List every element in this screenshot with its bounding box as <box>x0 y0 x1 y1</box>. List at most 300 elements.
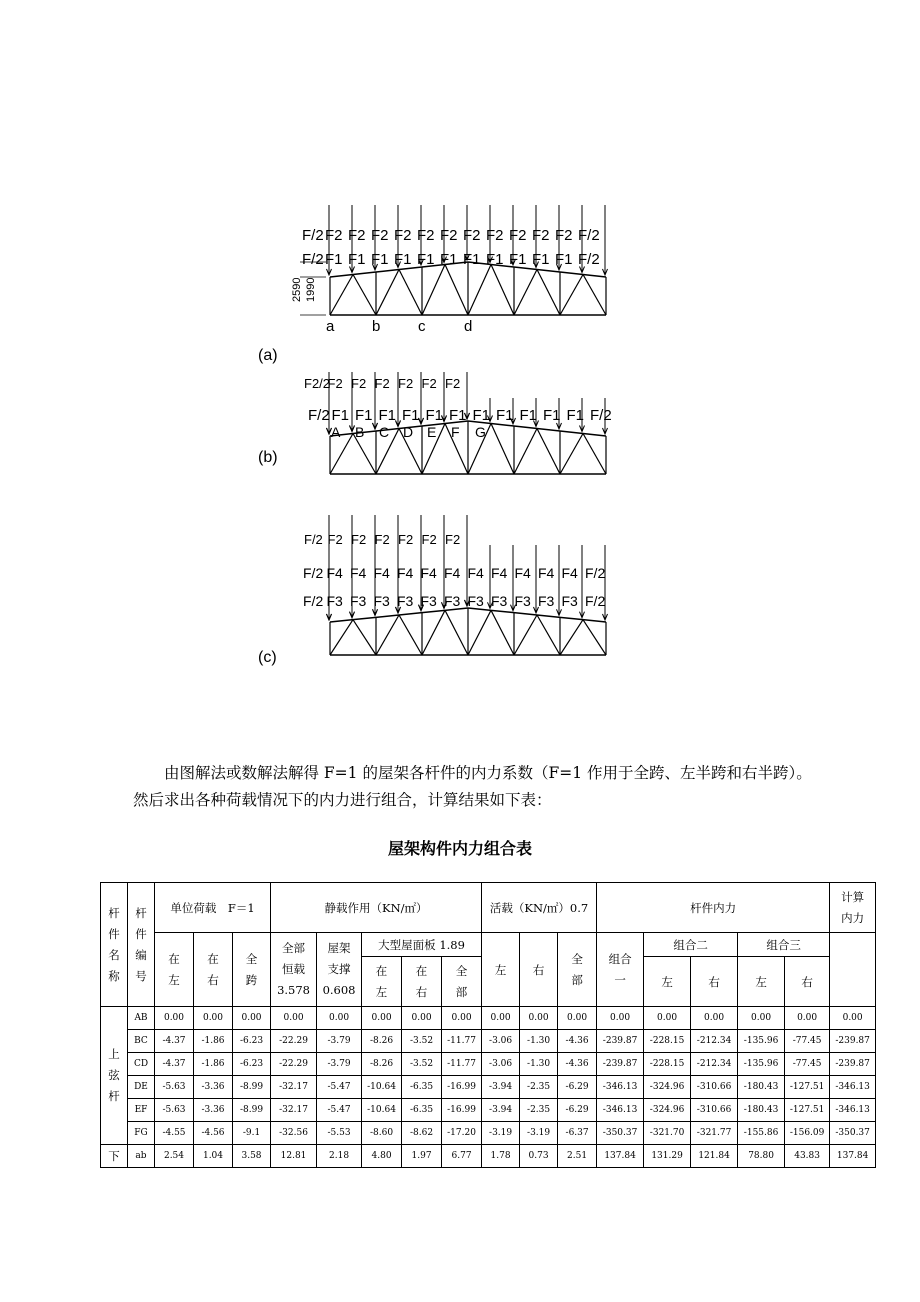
load-label: F/2 <box>308 407 330 424</box>
header-panel-full: 全 部 <box>442 957 482 1007</box>
value-cell: -10.64 <box>362 1076 402 1099</box>
value-cell: -4.36 <box>558 1030 597 1053</box>
truss-member <box>583 434 606 475</box>
truss-member <box>583 620 606 655</box>
value-cell: -212.34 <box>691 1053 738 1076</box>
node-label: C <box>379 424 390 440</box>
truss-member <box>422 610 445 655</box>
truss-member <box>399 613 422 615</box>
header-dead-brace: 屋架 支撑 0.608 <box>317 933 362 1007</box>
header-panel-right: 在 右 <box>402 957 442 1007</box>
truss-member <box>399 270 422 316</box>
truss-member <box>514 613 537 615</box>
value-cell: 0.00 <box>597 1007 644 1030</box>
load-label: F1 <box>325 251 343 268</box>
truss-member <box>491 265 514 316</box>
load-label: F3 <box>538 593 555 609</box>
member-id-cell: FG <box>128 1122 155 1145</box>
truss-member <box>514 429 537 475</box>
load-label: F1 <box>486 251 504 268</box>
value-cell: 0.00 <box>644 1007 691 1030</box>
value-cell: -8.26 <box>362 1030 402 1053</box>
load-label: F2 <box>421 532 437 547</box>
dim-1990: 1990 <box>305 277 317 302</box>
value-cell: 0.00 <box>362 1007 402 1030</box>
node-label: E <box>427 424 437 440</box>
node-label: c <box>418 318 426 335</box>
value-cell: 4.80 <box>362 1145 402 1168</box>
header-combo-2: 组合二 <box>644 933 738 957</box>
load-label: F1 <box>519 407 538 424</box>
truss-member <box>583 275 606 278</box>
truss-member <box>537 270 560 273</box>
load-label: F/2 <box>302 251 324 268</box>
truss-member <box>491 424 514 475</box>
load-label: F1 <box>417 251 435 268</box>
value-cell: 12.81 <box>271 1145 317 1168</box>
node-label: a <box>326 318 335 335</box>
header-roof-panel: 大型屋面板 1.89 <box>362 933 482 957</box>
load-label: F1 <box>555 251 573 268</box>
value-cell: -127.51 <box>785 1076 830 1099</box>
load-label: F/2 <box>578 227 600 244</box>
value-cell: -3.19 <box>520 1122 558 1145</box>
header-unit-full: 全 跨 <box>233 933 271 1007</box>
load-label: F1 <box>566 407 585 424</box>
load-label: F4 <box>561 565 578 581</box>
value-cell: -17.20 <box>442 1122 482 1145</box>
value-cell: -32.56 <box>271 1122 317 1145</box>
value-cell: -310.66 <box>691 1099 738 1122</box>
load-label: F1 <box>378 407 397 424</box>
header-combo3-right: 右 <box>785 957 830 1007</box>
load-label: F4 <box>514 565 531 581</box>
table-row <box>101 1007 876 1030</box>
load-label: F1 <box>348 251 366 268</box>
truss-member <box>537 270 560 316</box>
value-cell: -6.23 <box>233 1030 271 1053</box>
value-cell: 0.00 <box>691 1007 738 1030</box>
truss-member <box>422 265 445 316</box>
load-label: F2 <box>463 227 481 244</box>
value-cell: 3.58 <box>233 1145 271 1168</box>
header-live-load: 活载（KN/㎡）0.7 <box>482 883 597 933</box>
member-group-name: 下 <box>101 1145 128 1168</box>
value-cell: -180.43 <box>738 1076 785 1099</box>
header-unit-load: 单位荷载 F＝1 <box>155 883 271 933</box>
load-label: F4 <box>397 565 414 581</box>
table-row <box>101 1145 876 1168</box>
value-cell: -6.29 <box>558 1099 597 1122</box>
load-label: F/2 <box>302 227 324 244</box>
header-combo3-left: 左 <box>738 957 785 1007</box>
value-cell: -9.1 <box>233 1122 271 1145</box>
value-cell: -22.29 <box>271 1030 317 1053</box>
value-cell: -2.35 <box>520 1076 558 1099</box>
value-cell: -3.94 <box>482 1099 520 1122</box>
truss-member <box>583 275 606 316</box>
header-combo2-right: 右 <box>691 957 738 1007</box>
load-label: F2 <box>325 227 343 244</box>
member-id-cell: ab <box>128 1145 155 1168</box>
truss-member <box>560 620 583 655</box>
member-id-cell: BC <box>128 1030 155 1053</box>
value-cell: 137.84 <box>830 1145 876 1168</box>
truss-member <box>330 275 353 316</box>
load-label: F3 <box>561 593 578 609</box>
load-label: F4 <box>491 565 508 581</box>
value-cell: -135.96 <box>738 1030 785 1053</box>
value-cell: -8.62 <box>402 1122 442 1145</box>
header-member-name: 杆 件 名 称 <box>101 883 128 1007</box>
value-cell: -11.77 <box>442 1030 482 1053</box>
header-member-no: 杆 件 编 号 <box>128 883 155 1007</box>
member-id-cell: CD <box>128 1053 155 1076</box>
header-unit-right: 在 右 <box>194 933 233 1007</box>
value-cell: -310.66 <box>691 1076 738 1099</box>
value-cell: -3.06 <box>482 1053 520 1076</box>
value-cell: 1.78 <box>482 1145 520 1168</box>
value-cell: -1.86 <box>194 1053 233 1076</box>
value-cell: -228.15 <box>644 1053 691 1076</box>
load-label: F3 <box>467 593 484 609</box>
truss-member <box>560 434 583 475</box>
value-cell: -8.99 <box>233 1099 271 1122</box>
truss-member <box>376 270 399 273</box>
node-label: B <box>355 424 365 440</box>
value-cell: 0.00 <box>785 1007 830 1030</box>
value-cell: 1.04 <box>194 1145 233 1168</box>
table-row <box>101 1053 876 1076</box>
load-label: F1 <box>472 407 491 424</box>
load-label: F3 <box>397 593 414 609</box>
value-cell: -6.23 <box>233 1053 271 1076</box>
value-cell: 1.97 <box>402 1145 442 1168</box>
load-label: F1 <box>425 407 444 424</box>
load-label: F2 <box>398 376 414 391</box>
load-label: F2 <box>394 227 412 244</box>
load-label: F2/2 <box>304 376 331 391</box>
truss-member <box>560 272 583 275</box>
value-cell: -77.45 <box>785 1030 830 1053</box>
member-group-name: 上 弦 杆 <box>101 1007 128 1145</box>
truss-member <box>422 610 445 612</box>
value-cell: 0.00 <box>194 1007 233 1030</box>
truss-member <box>560 431 583 434</box>
load-label: F2 <box>532 227 550 244</box>
load-label: F3 <box>350 593 367 609</box>
dim-2590: 2590 <box>291 277 303 302</box>
value-cell: -4.37 <box>155 1053 194 1076</box>
truss-member <box>514 270 537 316</box>
header-combo-1: 组合 一 <box>597 933 644 1007</box>
node-label: D <box>403 424 414 440</box>
figure-a-label: (a) <box>258 347 278 364</box>
load-label: F2 <box>351 376 367 391</box>
header-combo2-left: 左 <box>644 957 691 1007</box>
value-cell: -32.17 <box>271 1076 317 1099</box>
value-cell: -3.19 <box>482 1122 520 1145</box>
member-id-cell: EF <box>128 1099 155 1122</box>
load-label: F3 <box>514 593 531 609</box>
value-cell: 137.84 <box>597 1145 644 1168</box>
header-dead-load: 静载作用（KN/㎡） <box>271 883 482 933</box>
truss-member <box>330 620 353 655</box>
value-cell: 6.77 <box>442 1145 482 1168</box>
figure-b-label: (b) <box>258 449 278 466</box>
truss-member <box>537 615 560 655</box>
value-cell: -346.13 <box>597 1076 644 1099</box>
value-cell: 78.80 <box>738 1145 785 1168</box>
value-cell: 43.83 <box>785 1145 830 1168</box>
truss-member <box>491 610 514 655</box>
value-cell: -4.36 <box>558 1053 597 1076</box>
header-live-full: 全 部 <box>558 933 597 1007</box>
value-cell: -135.96 <box>738 1053 785 1076</box>
node-label: b <box>372 318 381 335</box>
value-cell: -16.99 <box>442 1099 482 1122</box>
value-cell: -3.79 <box>317 1030 362 1053</box>
load-label: F/2 <box>585 565 606 581</box>
internal-force-table <box>100 882 876 1168</box>
truss-member <box>583 434 606 437</box>
truss-member <box>376 270 399 316</box>
truss-member <box>537 429 560 432</box>
value-cell: -228.15 <box>644 1030 691 1053</box>
header-combo-3: 组合三 <box>738 933 830 957</box>
load-label: F4 <box>373 565 390 581</box>
header-dead-all: 全部 恒载 3.578 <box>271 933 317 1007</box>
value-cell: -6.37 <box>558 1122 597 1145</box>
value-cell: -3.36 <box>194 1076 233 1099</box>
load-label: F/2 <box>303 565 324 581</box>
value-cell: -6.35 <box>402 1076 442 1099</box>
truss-member <box>560 617 583 619</box>
value-cell: 0.00 <box>402 1007 442 1030</box>
truss-member <box>330 620 353 622</box>
value-cell: -11.77 <box>442 1053 482 1076</box>
value-cell: 0.00 <box>233 1007 271 1030</box>
load-label: F3 <box>420 593 437 609</box>
load-label: F3 <box>491 593 508 609</box>
value-cell: -324.96 <box>644 1099 691 1122</box>
load-label: F1 <box>440 251 458 268</box>
value-cell: -350.37 <box>597 1122 644 1145</box>
load-label: F2 <box>374 532 390 547</box>
header-live-left: 左 <box>482 933 520 1007</box>
value-cell: -6.35 <box>402 1099 442 1122</box>
value-cell: -3.79 <box>317 1053 362 1076</box>
value-cell: 0.00 <box>558 1007 597 1030</box>
load-label: F4 <box>326 565 343 581</box>
value-cell: -346.13 <box>597 1099 644 1122</box>
load-label: F2 <box>445 376 461 391</box>
load-label: F2 <box>417 227 435 244</box>
load-label: F2 <box>509 227 527 244</box>
value-cell: -2.35 <box>520 1099 558 1122</box>
load-label: F/2 <box>578 251 600 268</box>
value-cell: -10.64 <box>362 1099 402 1122</box>
load-label: F2 <box>327 532 343 547</box>
node-label: F <box>451 424 460 440</box>
load-label: F4 <box>420 565 437 581</box>
truss-member <box>537 429 560 475</box>
truss-member <box>445 610 468 655</box>
load-label: F2 <box>440 227 458 244</box>
truss-member <box>353 272 376 275</box>
load-label: F1 <box>532 251 550 268</box>
value-cell: -155.86 <box>738 1122 785 1145</box>
value-cell: 0.00 <box>271 1007 317 1030</box>
value-cell: 0.00 <box>520 1007 558 1030</box>
truss-member <box>445 265 468 316</box>
value-cell: -4.37 <box>155 1030 194 1053</box>
header-design-force: 计算 内力 <box>830 883 876 933</box>
value-cell: -1.86 <box>194 1030 233 1053</box>
value-cell: -16.99 <box>442 1076 482 1099</box>
value-cell: -5.63 <box>155 1076 194 1099</box>
value-cell: -32.17 <box>271 1099 317 1122</box>
load-label: F3 <box>326 593 343 609</box>
value-cell: -212.34 <box>691 1030 738 1053</box>
header-panel-left: 在 左 <box>362 957 402 1007</box>
value-cell: -77.45 <box>785 1053 830 1076</box>
value-cell: -5.53 <box>317 1122 362 1145</box>
load-label: F4 <box>538 565 555 581</box>
truss-member <box>583 620 606 622</box>
value-cell: -156.09 <box>785 1122 830 1145</box>
load-label: F3 <box>444 593 461 609</box>
value-cell: 0.00 <box>738 1007 785 1030</box>
load-label: F2 <box>398 532 414 547</box>
node-label: G <box>475 424 486 440</box>
value-cell: -3.06 <box>482 1030 520 1053</box>
value-cell: 0.73 <box>520 1145 558 1168</box>
node-label: A <box>331 424 341 440</box>
value-cell: -321.77 <box>691 1122 738 1145</box>
load-label: F2 <box>351 532 367 547</box>
value-cell: -1.30 <box>520 1030 558 1053</box>
load-label: F/2 <box>304 532 323 547</box>
load-label: F4 <box>467 565 484 581</box>
load-label: F4 <box>350 565 367 581</box>
node-label: d <box>464 318 473 335</box>
header-unit-left: 在 左 <box>155 933 194 1007</box>
value-cell: -239.87 <box>830 1053 876 1076</box>
load-label: F/2 <box>585 593 606 609</box>
table-row <box>101 1030 876 1053</box>
member-id-cell: AB <box>128 1007 155 1030</box>
value-cell: 121.84 <box>691 1145 738 1168</box>
load-label: F1 <box>355 407 373 424</box>
value-cell: -3.52 <box>402 1030 442 1053</box>
load-label: F2 <box>348 227 366 244</box>
value-cell: -4.55 <box>155 1122 194 1145</box>
value-cell: -8.60 <box>362 1122 402 1145</box>
value-cell: 2.51 <box>558 1145 597 1168</box>
table-row <box>101 1122 876 1145</box>
truss-member <box>514 615 537 655</box>
value-cell: -239.87 <box>830 1030 876 1053</box>
truss-member <box>376 615 399 617</box>
value-cell: -350.37 <box>830 1122 876 1145</box>
truss-member <box>491 610 514 612</box>
value-cell: -321.70 <box>644 1122 691 1145</box>
value-cell: -3.94 <box>482 1076 520 1099</box>
value-cell: 0.00 <box>317 1007 362 1030</box>
value-cell: 0.00 <box>482 1007 520 1030</box>
load-label: F1 <box>543 407 561 424</box>
truss-member <box>468 610 491 655</box>
load-label: F1 <box>449 407 467 424</box>
truss-member <box>560 275 583 316</box>
load-label: F/2 <box>303 593 324 609</box>
load-label: F2 <box>555 227 573 244</box>
description-paragraph: 由图解法或数解法解得 F=1 的屋架各杆件的内力系数（F=1 作用于全跨、左半跨和右半跨）。然后求出各种荷载情况下的内力进行组合，计算结果如下表： <box>133 764 812 809</box>
truss-member <box>353 620 376 655</box>
table-row <box>101 1099 876 1122</box>
header-internal-force: 杆件内力 <box>597 883 830 933</box>
value-cell: -3.36 <box>194 1099 233 1122</box>
truss-member <box>537 615 560 617</box>
value-cell: 0.00 <box>442 1007 482 1030</box>
member-id-cell: DE <box>128 1076 155 1099</box>
truss-member <box>376 615 399 655</box>
load-label: F2 <box>445 532 461 547</box>
load-label: F/2 <box>590 407 612 424</box>
value-cell: -180.43 <box>738 1099 785 1122</box>
value-cell: -3.52 <box>402 1053 442 1076</box>
truss-member <box>353 617 376 619</box>
load-label: F2 <box>421 376 437 391</box>
table-row <box>101 1076 876 1099</box>
load-label: F4 <box>444 565 461 581</box>
value-cell: -346.13 <box>830 1099 876 1122</box>
truss-member <box>468 265 491 316</box>
load-label: F1 <box>371 251 389 268</box>
truss-member <box>514 426 537 429</box>
header-live-right: 右 <box>520 933 558 1007</box>
truss-member <box>330 275 353 278</box>
value-cell: 0.00 <box>830 1007 876 1030</box>
value-cell: 2.18 <box>317 1145 362 1168</box>
value-cell: -324.96 <box>644 1076 691 1099</box>
load-label: F1 <box>402 407 420 424</box>
value-cell: -5.47 <box>317 1076 362 1099</box>
figure-c-label: (c) <box>258 649 277 666</box>
truss-member <box>353 275 376 316</box>
load-label: F1 <box>509 251 527 268</box>
value-cell: -8.26 <box>362 1053 402 1076</box>
load-label: F2 <box>327 376 343 391</box>
value-cell: -4.56 <box>194 1122 233 1145</box>
load-label: F1 <box>496 407 514 424</box>
header-design-blank <box>830 933 876 1007</box>
load-label: F3 <box>373 593 390 609</box>
value-cell: -346.13 <box>830 1076 876 1099</box>
load-label: F2 <box>371 227 389 244</box>
table-title: 屋架构件内力组合表 <box>387 839 532 858</box>
load-label: F1 <box>463 251 481 268</box>
value-cell: 0.00 <box>155 1007 194 1030</box>
value-cell: 131.29 <box>644 1145 691 1168</box>
load-label: F1 <box>394 251 412 268</box>
load-label: F2 <box>374 376 390 391</box>
value-cell: -127.51 <box>785 1099 830 1122</box>
value-cell: -6.29 <box>558 1076 597 1099</box>
value-cell: -8.99 <box>233 1076 271 1099</box>
value-cell: -239.87 <box>597 1053 644 1076</box>
